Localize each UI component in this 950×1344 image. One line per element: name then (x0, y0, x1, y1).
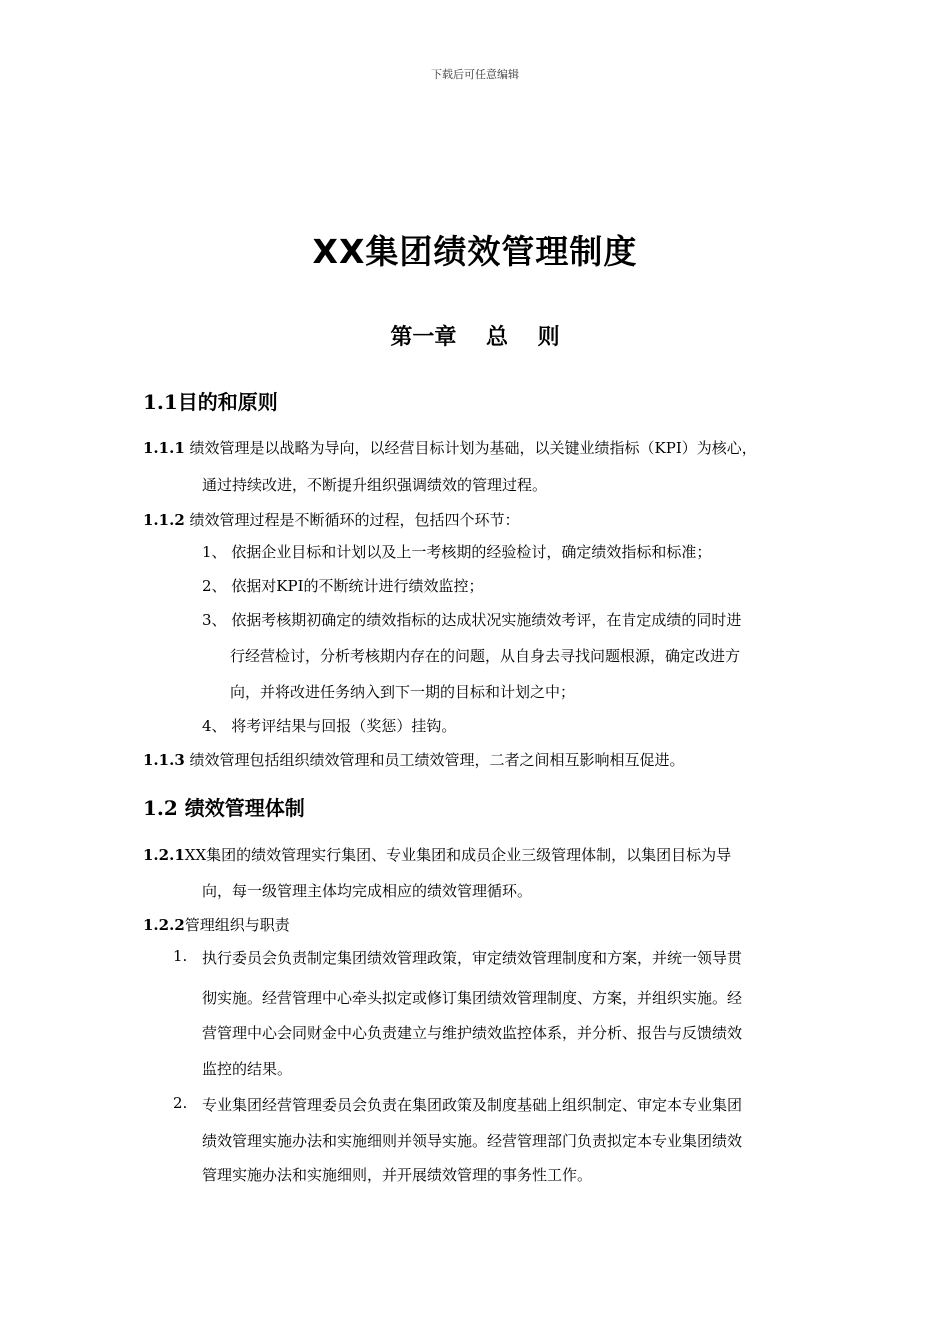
list-item-3: 3、 依据考核期初确定的绩效指标的达成状况实施绩效考评，在肯定成绩的同时进 (202, 611, 742, 629)
chapter-heading: 第一章 总 则 (390, 325, 560, 350)
section-heading-1-1: 1.1目的和原则 (143, 390, 278, 414)
numbered-item-1-line-4: 监控的结果。 (202, 1060, 293, 1078)
clause-1-1-2 (143, 509, 520, 530)
numbered-item-2-line-1: 专业集团经营管理委员会负责在集团政策及制度基础上组织制定、审定本专业集团 (202, 1096, 743, 1114)
clause-number: 1.2.1 (143, 846, 185, 864)
numbered-item-1-line-1: 执行委员会负责制定集团绩效管理政策，审定绩效管理制度和方案，并统一领导贯 (202, 949, 743, 967)
clause-number: 1.2.2 (143, 916, 185, 934)
clause-text: 绩效管理过程是不断循环的过程，包括四个环节： (189, 511, 520, 529)
clause-text: 绩效管理包括组织绩效管理和员工绩效管理，二者之间相互影响相互促进。 (189, 751, 685, 769)
clause-1-1-1-cont: 通过持续改进，不断提升组织强调绩效的管理过程。 (202, 476, 548, 494)
clause-text: XX集团的绩效管理实行集团、专业集团和成员企业三级管理体制，以集团目标为导 (184, 846, 732, 864)
list-item-3-cont-2: 向，并将改进任务纳入到下一期的目标和计划之中； (230, 683, 576, 701)
numbered-item-1-line-2: 彻实施。经营管理中心牵头拟定或修订集团绩效管理制度、方案，并组织实施。经 (202, 989, 743, 1007)
list-item-1: 1、 依据企业目标和计划以及上一考核期的经验检讨，确定绩效指标和标准； (202, 543, 712, 561)
numbered-item-2-line-2: 绩效管理实施办法和实施细则并领导实施。经营管理部门负责拟定本专业集团绩效 (202, 1132, 743, 1150)
clause-number: 1.1.3 (143, 751, 185, 769)
numbered-item-2-marker: 2. (173, 1094, 188, 1112)
clause-text: 管理组织与职责 (184, 916, 290, 934)
document-title: XX集团绩效管理制度 (312, 232, 638, 271)
clause-text: 绩效管理是以战略为导向，以经营目标计划为基础，以关键业绩指标（KPI）为核心， (189, 439, 757, 457)
clause-1-2-2 (143, 914, 290, 935)
clause-number: 1.1.1 (143, 439, 185, 457)
clause-1-2-1 (143, 844, 731, 865)
clause-1-2-1-cont: 向，每一级管理主体均完成相应的绩效管理循环。 (202, 882, 533, 900)
numbered-item-1-line-3: 营管理中心会同财金中心负责建立与维护绩效监控体系，并分析、报告与反馈绩效 (202, 1024, 743, 1042)
header-note: 下载后可任意编辑 (431, 68, 519, 81)
list-item-2: 2、 依据对KPI的不断统计进行绩效监控； (202, 577, 484, 595)
list-item-4: 4、 将考评结果与回报（奖惩）挂钩。 (202, 717, 457, 735)
section-heading-1-2: 1.2 绩效管理体制 (143, 796, 305, 820)
clause-number: 1.1.2 (143, 511, 185, 529)
numbered-item-1-marker: 1. (173, 947, 188, 965)
clause-1-1-3 (143, 749, 685, 770)
numbered-item-2-line-3: 管理实施办法和实施细则，并开展绩效管理的事务性工作。 (202, 1166, 593, 1184)
clause-1-1-1 (143, 437, 757, 458)
list-item-3-cont-1: 行经营检讨，分析考核期内存在的问题，从自身去寻找问题根源，确定改进方 (230, 647, 741, 665)
